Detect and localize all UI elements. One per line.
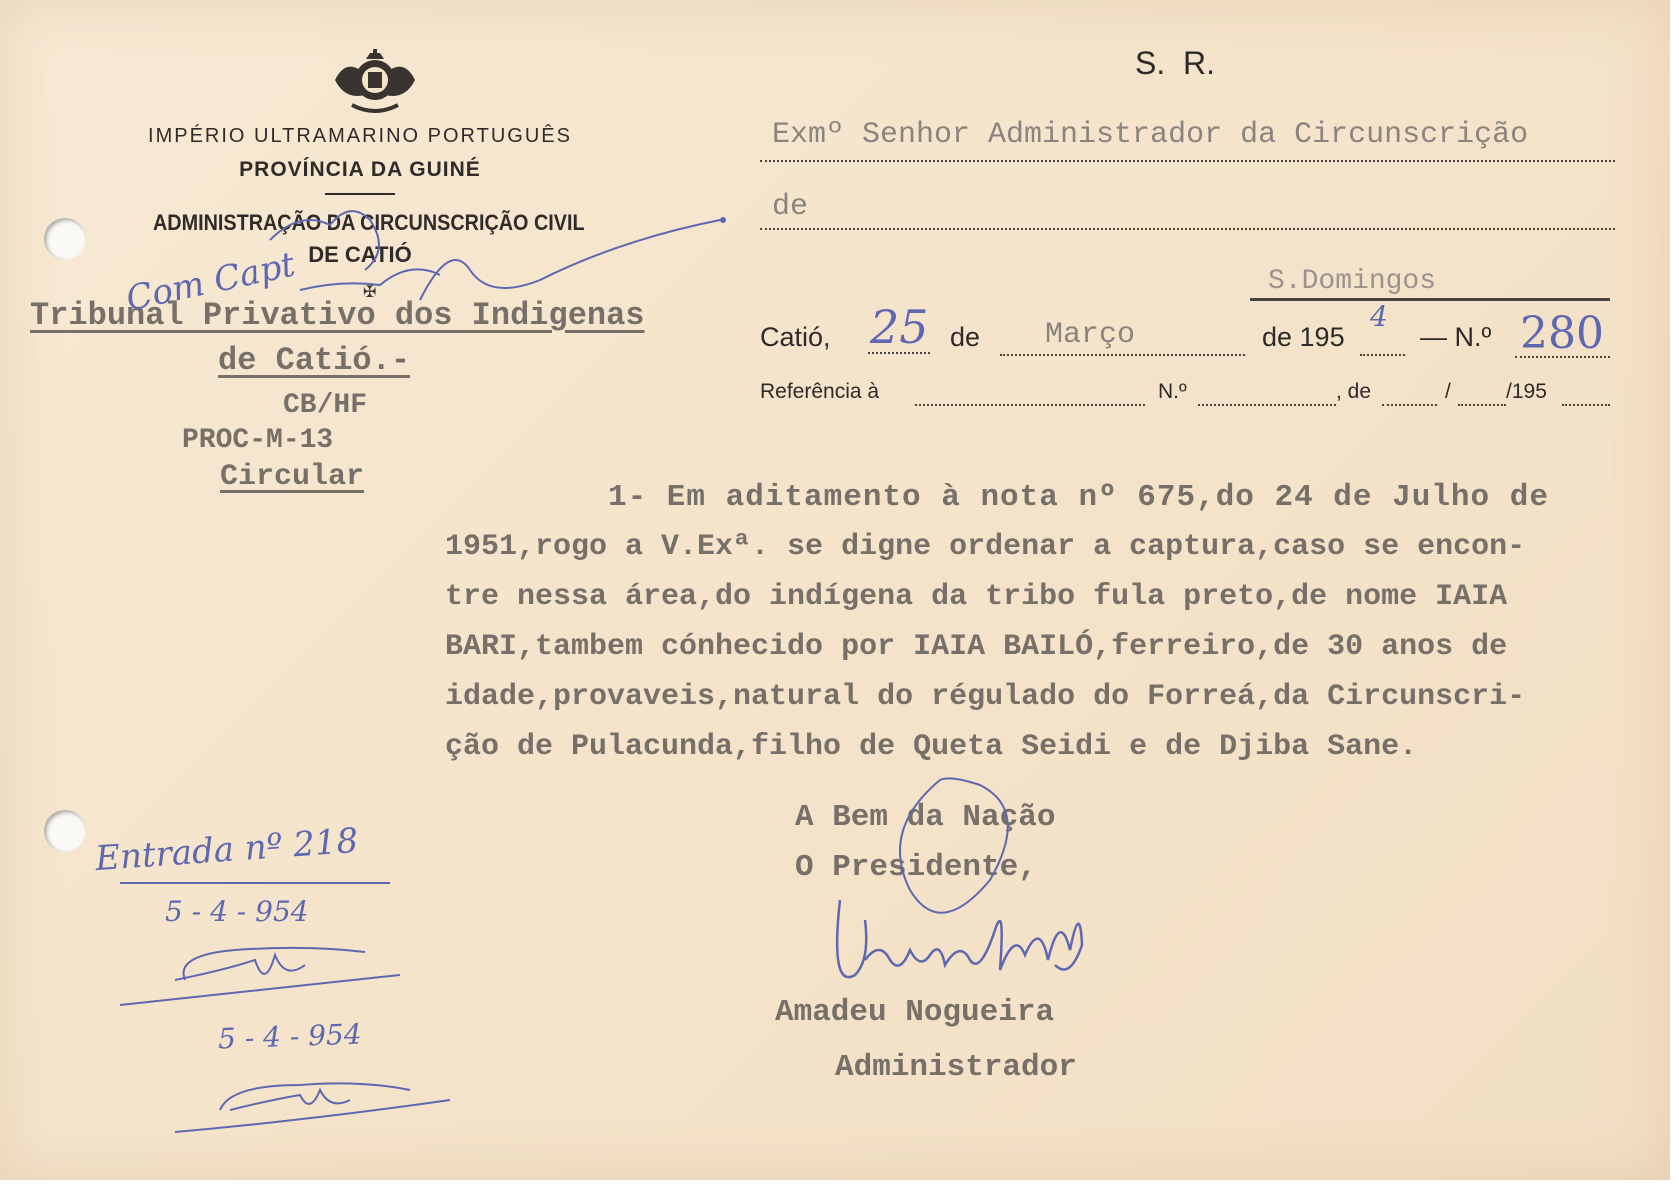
- entry-date-2: 5 - 4 - 954: [217, 1017, 363, 1056]
- sender-court-line1: Tribunal Privativo dos Indigenas: [30, 297, 645, 334]
- reference-no-rule: [1198, 404, 1336, 406]
- sr-mark: S. R.: [1135, 45, 1216, 81]
- sender-ref-circular: Circular: [220, 460, 365, 494]
- closing-salutation: A Bem da Nação: [795, 800, 1056, 835]
- empire-heading: IMPÉRIO ULTRAMARINO PORTUGUÊS: [148, 125, 572, 147]
- addressee-de: de: [772, 190, 809, 224]
- reference-de-label: , de: [1336, 380, 1372, 403]
- sender-ref-process: PROC-M-13: [182, 425, 334, 456]
- closing-title: Administrador: [835, 1050, 1077, 1085]
- document-number: 280: [1520, 308, 1604, 359]
- body-line-5: idade,provaveis,natural do régulado do Forreá,da Circunscri-: [445, 680, 1526, 714]
- body-line-3: tre nessa área,do indígena da tribo fula preto,de nome IAIA: [445, 580, 1508, 614]
- date-year-prefix: de 195: [1262, 322, 1345, 352]
- body-line-2: 1951,rogo a V.Exª. se digne ordenar a captura,caso se encon-: [445, 530, 1526, 564]
- admin-heading-line2: DE CATIÓ: [308, 242, 412, 267]
- date-de1: de: [950, 322, 981, 352]
- reference-year-rule: [1562, 404, 1610, 406]
- date-day-rule: [868, 352, 930, 354]
- initials-signature-1: [115, 940, 415, 1010]
- reference-day-rule: [1382, 404, 1437, 406]
- body-line-1: 1- Em aditamento à nota nº 675,do 24 de Julho de: [608, 480, 1549, 515]
- sender-court-line2: de Catió.-: [218, 342, 411, 379]
- sender-ref-initials: CB/HF: [283, 390, 368, 421]
- president-signature: [820, 770, 1120, 1020]
- province-heading: PROVÍNCIA DA GUINÉ: [239, 158, 481, 181]
- reference-rule: [915, 404, 1145, 406]
- reference-slash: /: [1445, 380, 1451, 403]
- handwritten-note-scribble: [120, 180, 740, 330]
- entry-underline: [120, 882, 390, 884]
- body-line-4: BARI,tambem cónhecido por IAIA BAILÓ,ferreiro,de 30 anos de: [445, 630, 1508, 664]
- date-month: Março: [1045, 318, 1136, 352]
- reference-year: /195: [1506, 380, 1547, 403]
- reference-no-label: N.º: [1158, 380, 1187, 403]
- entry-date-1: 5 - 4 - 954: [165, 895, 309, 928]
- coat-of-arms-icon: [330, 45, 420, 120]
- addressee-place: S.Domingos: [1268, 266, 1437, 297]
- reference-month-rule: [1458, 404, 1506, 406]
- number-label: — N.º: [1420, 322, 1492, 352]
- date-year-digit: 4: [1370, 300, 1388, 333]
- closing-role: O Presidente,: [795, 850, 1037, 885]
- addressee-rule2: [760, 228, 1615, 230]
- entry-number-note: Entrada nº 218: [93, 820, 360, 880]
- punch-hole-bottom: [44, 810, 86, 852]
- number-rule: [1515, 356, 1610, 358]
- addressee-rule1: [760, 160, 1615, 162]
- closing-name: Amadeu Nogueira: [775, 995, 1055, 1030]
- admin-heading-line1: ADMINISTRAÇÃO DA CIRCUNSCRIÇÃO CIVIL: [153, 210, 585, 235]
- date-city: Catió,: [760, 322, 831, 352]
- addressee-line1: Exmº Senhor Administrador da Circunscrição: [772, 118, 1529, 152]
- reference-label: Referência à: [760, 380, 880, 403]
- date-month-rule: [1000, 354, 1245, 356]
- punch-hole-top: [44, 218, 86, 260]
- date-day: 25: [870, 300, 929, 354]
- date-year-rule: [1360, 354, 1405, 356]
- initials-signature-2: [170, 1070, 460, 1140]
- body-line-6: ção de Pulacunda,filho de Queta Seidi e de Djiba Sane.: [445, 730, 1418, 764]
- small-cross-icon: ✠: [363, 284, 377, 301]
- addressee-place-rule: [1250, 298, 1610, 301]
- handwritten-note: Com Capt: [122, 244, 299, 320]
